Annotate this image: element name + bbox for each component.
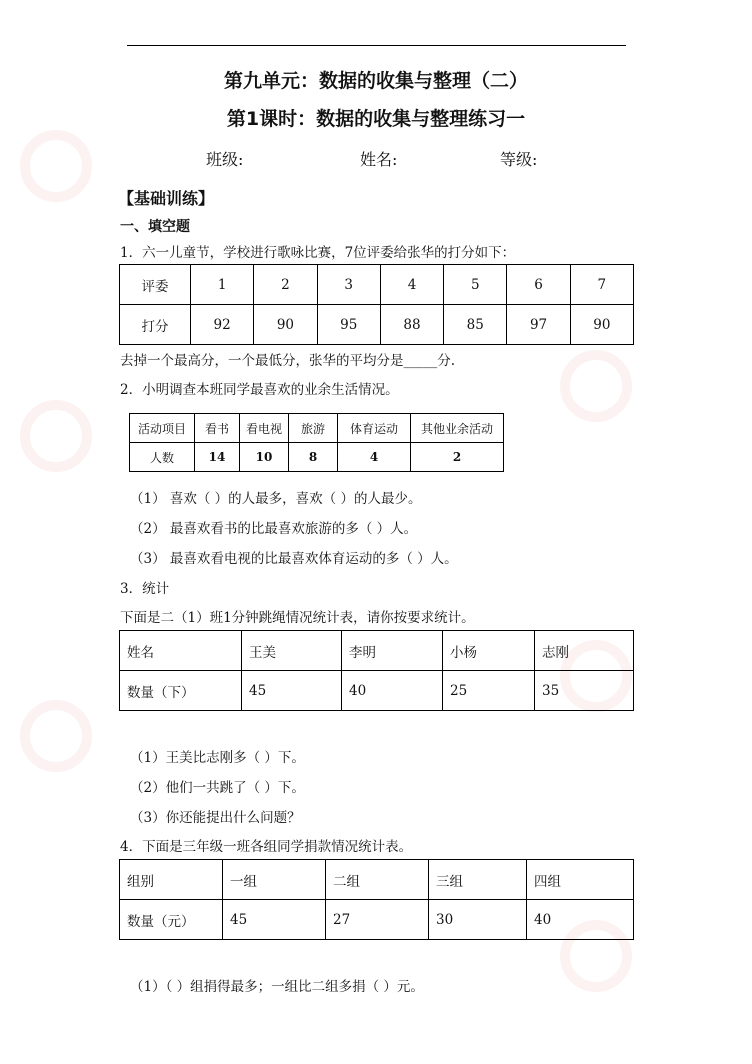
- table-cell: 45: [223, 900, 326, 940]
- table-cell: 姓名: [120, 631, 242, 671]
- table-cell: 评委: [120, 265, 191, 305]
- table-cell: 李明: [342, 631, 443, 671]
- table-row: [130, 443, 504, 472]
- q3-jump-table: [119, 630, 634, 711]
- table-cell: 45: [242, 671, 342, 711]
- table-cell: 人数: [130, 443, 195, 472]
- table-cell: 1: [191, 265, 254, 305]
- table-row: [120, 860, 634, 900]
- name-label: 姓名:: [360, 150, 398, 169]
- table-cell: 四组: [527, 860, 634, 900]
- q4-donation-table: [119, 859, 634, 940]
- class-label: 班级:: [206, 150, 244, 169]
- table-cell: 数量（下）: [120, 671, 242, 711]
- watermark-logo-icon: [20, 700, 92, 772]
- part-heading: 一、填空题: [120, 219, 190, 235]
- table-cell: 体育运动: [338, 414, 411, 443]
- q2-sub-2: （2） 最喜欢看书的比最喜欢旅游的多（ ）人。: [130, 521, 418, 537]
- table-cell: 7: [570, 265, 633, 305]
- watermark-logo-icon: [20, 400, 92, 472]
- q1-text: 1．六一儿童节，学校进行歌咏比赛，7位评委给张华的打分如下：: [120, 245, 516, 261]
- table-cell: 92: [191, 305, 254, 345]
- watermark-logo-icon: [20, 130, 92, 202]
- table-cell: 志刚: [535, 631, 634, 671]
- table-cell: 90: [570, 305, 633, 345]
- page-subtitle: 第1课时：数据的收集与整理练习一: [226, 108, 526, 130]
- table-cell: 5: [444, 265, 507, 305]
- table-cell: 小杨: [443, 631, 535, 671]
- table-cell: 3: [317, 265, 380, 305]
- table-cell: 10: [240, 443, 289, 472]
- q3-sub-3: （3）你还能提出什么问题？: [130, 810, 301, 826]
- table-cell: 27: [326, 900, 429, 940]
- q4-sub-1: （1）（ ）组捐得最多；一组比二组多捐（ ）元。: [130, 979, 424, 995]
- table-cell: 旅游: [289, 414, 338, 443]
- table-row: [130, 414, 504, 443]
- table-cell: 数量（元）: [120, 900, 223, 940]
- table-cell: 活动项目: [130, 414, 195, 443]
- watermark-logo-icon: [560, 350, 632, 422]
- q1-score-table: [119, 264, 634, 345]
- table-cell: 2: [254, 265, 317, 305]
- table-cell: 看书: [195, 414, 240, 443]
- table-cell: 三组: [429, 860, 527, 900]
- table-row: [120, 900, 634, 940]
- table-cell: 97: [507, 305, 570, 345]
- table-cell: 二组: [326, 860, 429, 900]
- table-cell: 40: [342, 671, 443, 711]
- table-cell: 25: [443, 671, 535, 711]
- table-row: [120, 265, 634, 305]
- table-cell: 一组: [223, 860, 326, 900]
- table-row: [120, 305, 634, 345]
- table-cell: 30: [429, 900, 527, 940]
- q3-title: 3．统计: [120, 581, 170, 597]
- q3-sub-2: （2）他们一共跳了（ ）下。: [130, 780, 305, 796]
- table-cell: 打分: [120, 305, 191, 345]
- table-cell: 8: [289, 443, 338, 472]
- q3-text: 下面是二（1）班1分钟跳绳情况统计表，请你按要求统计。: [120, 610, 475, 626]
- table-cell: 85: [444, 305, 507, 345]
- section-heading: 【基础训练】: [118, 189, 215, 208]
- table-row: [120, 671, 634, 711]
- table-cell: 6: [507, 265, 570, 305]
- table-cell: 组别: [120, 860, 223, 900]
- table-cell: 4: [338, 443, 411, 472]
- q2-sub-3: （3） 最喜欢看电视的比最喜欢体育运动的多（ ）人。: [130, 551, 458, 567]
- table-cell: 2: [411, 443, 504, 472]
- q4-text: 4．下面是三年级一班各组同学捐款情况统计表。: [120, 839, 413, 855]
- grade-label: 等级:: [500, 150, 538, 169]
- table-cell: 14: [195, 443, 240, 472]
- q2-sub-1: （1） 喜欢（ ）的人最多，喜欢（ ）的人最少。: [130, 491, 422, 507]
- table-cell: 88: [380, 305, 443, 345]
- q2-text: 2．小明调查本班同学最喜欢的业余生活情况。: [120, 382, 399, 398]
- q3-sub-1: （1）王美比志刚多（ ）下。: [130, 750, 305, 766]
- top-rule: [127, 45, 626, 46]
- table-cell: 4: [380, 265, 443, 305]
- q2-activity-table: [129, 413, 504, 472]
- table-cell: 其他业余活动: [411, 414, 504, 443]
- table-cell: 王美: [242, 631, 342, 671]
- table-row: [120, 631, 634, 671]
- page-title: 第九单元：数据的收集与整理（二）: [223, 70, 528, 92]
- q1-question: 去掉一个最高分，一个最低分，张华的平均分是_____分.: [120, 353, 456, 369]
- table-cell: 看电视: [240, 414, 289, 443]
- table-cell: 40: [527, 900, 634, 940]
- table-cell: 95: [317, 305, 380, 345]
- table-cell: 90: [254, 305, 317, 345]
- table-cell: 35: [535, 671, 634, 711]
